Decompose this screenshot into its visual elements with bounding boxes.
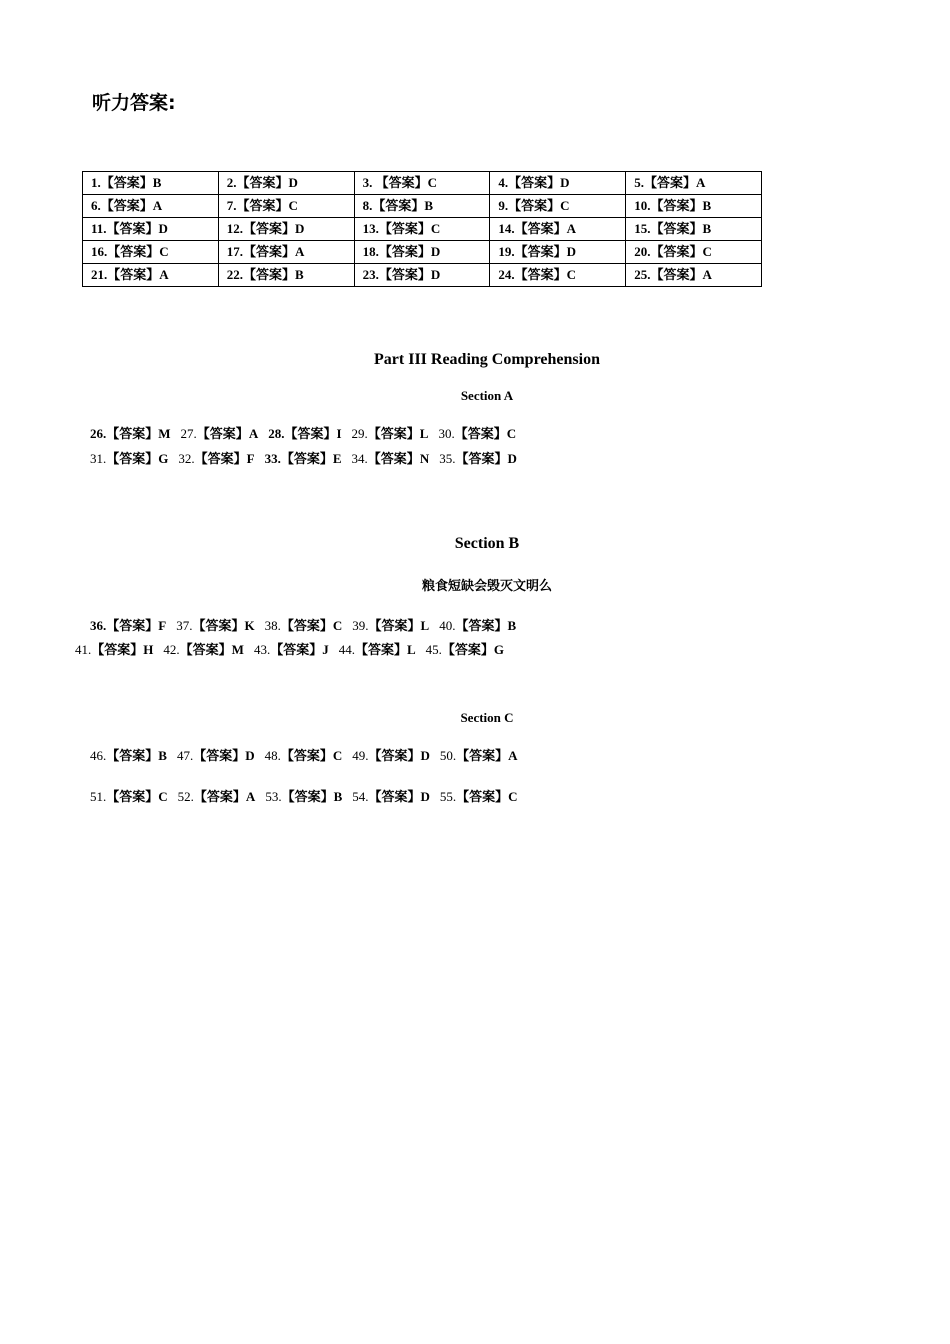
answer-number: 31. [90, 451, 107, 466]
answer-letter: C [508, 789, 518, 804]
answer-label: 【答案】 [280, 619, 333, 634]
answer-cell: 18.【答案】D [354, 241, 490, 264]
answer-label: 【答案】 [455, 452, 508, 467]
answer-item [439, 617, 516, 636]
answer-letter: B [333, 789, 343, 804]
answer-label: 【答案】 [106, 790, 159, 805]
answer-cell: 8.【答案】B [354, 195, 490, 218]
answer-label: 【答案】 [179, 643, 232, 658]
answer-cell: 4.【答案】D [490, 172, 626, 195]
answer-number: 32. [178, 451, 195, 466]
answer-cell: 17.【答案】A [218, 241, 354, 264]
answer-label: 【答案】 [193, 749, 246, 764]
answer-number: 40. [439, 618, 456, 633]
answer-cell: 9.【答案】C [490, 195, 626, 218]
part-title: Part III Reading Comprehension [374, 351, 600, 368]
answer-number: 28. [268, 426, 285, 441]
answer-letter: B [158, 748, 167, 763]
answer-cell: 24.【答案】C [490, 264, 626, 287]
answer-item [90, 617, 166, 636]
answer-number: 35. [439, 451, 456, 466]
answer-item [439, 450, 517, 469]
answer-cell: 15.【答案】B [626, 218, 762, 241]
answer-label: 【答案】 [368, 749, 421, 764]
answer-number: 34. [351, 451, 368, 466]
answer-label: 【答案】 [354, 643, 407, 658]
answer-letter: A [245, 789, 256, 804]
answer-label: 【答案】 [456, 749, 509, 764]
answer-number: 41. [75, 642, 92, 657]
answer-item [352, 747, 430, 766]
answer-item [90, 788, 168, 807]
answer-cell: 20.【答案】C [626, 241, 762, 264]
section-b-row-2 [75, 641, 514, 660]
page-title: 听力答案: [92, 92, 176, 114]
answer-cell: 1.【答案】B [83, 172, 219, 195]
answer-letter: I [336, 426, 342, 441]
answer-item [352, 450, 430, 469]
answer-number: 30. [438, 426, 455, 441]
answer-label: 【答案】 [368, 619, 421, 634]
answer-cell: 5.【答案】A [626, 172, 762, 195]
answer-cell: 21.【答案】A [83, 264, 219, 287]
answer-cell: 2.【答案】D [218, 172, 354, 195]
answer-label: 【答案】 [455, 619, 508, 634]
answer-letter: B [507, 618, 517, 633]
answer-letter: J [322, 642, 329, 657]
answer-label: 【答案】 [284, 427, 337, 442]
answer-cell: 13.【答案】C [354, 218, 490, 241]
answer-letter: G [493, 642, 505, 657]
answer-number: 43. [253, 642, 271, 657]
answer-label: 【答案】 [106, 427, 159, 442]
answer-label: 【答案】 [106, 452, 159, 467]
answer-label: 【答案】 [441, 643, 494, 658]
answer-item [254, 641, 329, 660]
answer-cell: 10.【答案】B [626, 195, 762, 218]
answer-item [352, 617, 429, 636]
answer-item [265, 617, 343, 636]
answer-item [438, 425, 516, 444]
answer-letter: C [506, 426, 517, 441]
answer-cell: 6.【答案】A [83, 195, 219, 218]
answer-letter: D [507, 451, 517, 466]
answer-item [178, 788, 256, 807]
answer-label: 【答案】 [106, 619, 159, 634]
answer-number: 33. [264, 451, 281, 466]
answer-label: 【答案】 [454, 427, 507, 442]
answer-item [90, 747, 167, 766]
answer-letter: C [332, 748, 343, 763]
answer-item [265, 747, 343, 766]
answer-item [265, 450, 342, 469]
answer-letter: A [248, 426, 259, 441]
answer-label: 【答案】 [367, 427, 420, 442]
section-a-title: Section A [460, 388, 514, 403]
answer-number: 48. [264, 748, 281, 763]
answer-number: 52. [177, 789, 194, 804]
answer-label: 【答案】 [194, 452, 247, 467]
answer-cell: 14.【答案】A [490, 218, 626, 241]
answer-letter: M [158, 426, 171, 441]
answer-item [181, 425, 259, 444]
answer-number: 36. [90, 618, 107, 633]
answer-letter: F [158, 618, 167, 633]
section-b-row-1 [90, 617, 526, 636]
answer-item [352, 788, 430, 807]
answer-number: 46. [90, 748, 107, 763]
section-c-row-2 [90, 788, 528, 807]
answer-letter: C [332, 618, 343, 633]
answer-item [440, 747, 518, 766]
answer-number: 38. [264, 618, 281, 633]
answer-number: 51. [90, 789, 107, 804]
answer-number: 47. [176, 748, 194, 763]
answer-item [90, 425, 171, 444]
answer-label: 【答案】 [193, 790, 246, 805]
answer-letter: D [420, 748, 430, 763]
answer-number: 44. [338, 642, 355, 657]
answer-cell: 3. 【答案】C [354, 172, 490, 195]
listening-answer-table [82, 171, 762, 287]
section-c-title: Section C [460, 710, 514, 725]
table-row [83, 172, 762, 195]
section-b-title: Section B [454, 535, 520, 552]
table-row [83, 241, 762, 264]
answer-number: 50. [439, 748, 457, 763]
answer-item [426, 641, 504, 660]
answer-letter: C [158, 789, 168, 804]
answer-cell: 11.【答案】D [83, 218, 219, 241]
answer-letter: A [508, 748, 518, 763]
answer-number: 49. [352, 748, 369, 763]
answer-letter: L [406, 642, 416, 657]
answer-label: 【答案】 [280, 452, 333, 467]
answer-number: 37. [176, 618, 193, 633]
answer-number: 54. [352, 789, 369, 804]
table-row [83, 195, 762, 218]
answer-item [75, 641, 153, 660]
answer-letter: E [332, 451, 342, 466]
answer-item [440, 788, 518, 807]
answer-label: 【答案】 [456, 790, 509, 805]
answer-cell: 25.【答案】A [626, 264, 762, 287]
answer-item [176, 617, 254, 636]
answer-number: 27. [180, 426, 197, 441]
answer-number: 55. [439, 789, 457, 804]
answer-label: 【答案】 [368, 790, 421, 805]
answer-label: 【答案】 [196, 427, 249, 442]
answer-item [178, 450, 254, 469]
answer-cell: 23.【答案】D [354, 264, 490, 287]
answer-letter: L [419, 426, 429, 441]
answer-cell: 16.【答案】C [83, 241, 219, 264]
answer-item [265, 788, 342, 807]
answer-letter: D [245, 748, 255, 763]
answer-letter: L [420, 618, 430, 633]
section-a-row-2 [90, 450, 527, 469]
answer-item [352, 425, 429, 444]
answer-number: 26. [90, 426, 107, 441]
answer-number: 53. [265, 789, 282, 804]
answer-label: 【答案】 [270, 643, 323, 658]
section-a-row-1 [90, 425, 526, 444]
answer-label: 【答案】 [106, 749, 159, 764]
answer-cell: 12.【答案】D [218, 218, 354, 241]
answer-item [90, 450, 168, 469]
answer-letter: M [231, 642, 244, 657]
answer-item [339, 641, 416, 660]
answer-cell: 19.【答案】D [490, 241, 626, 264]
answer-cell: 22.【答案】B [218, 264, 354, 287]
answer-label: 【答案】 [281, 790, 334, 805]
answer-item [163, 641, 244, 660]
answer-label: 【答案】 [91, 643, 144, 658]
answer-label: 【答案】 [367, 452, 420, 467]
answer-letter: K [244, 618, 255, 633]
answer-letter: G [158, 451, 169, 466]
section-c-row-1 [90, 747, 528, 766]
answer-label: 【答案】 [192, 619, 245, 634]
table-row [83, 218, 762, 241]
answer-cell: 7.【答案】C [218, 195, 354, 218]
answer-number: 29. [351, 426, 368, 441]
answer-item [177, 747, 255, 766]
answer-letter: N [419, 451, 430, 466]
answer-letter: F [246, 451, 255, 466]
section-b-subtitle: 粮食短缺会毁灭文明么 [421, 579, 552, 594]
answer-number: 45. [425, 642, 442, 657]
answer-label: 【答案】 [280, 749, 333, 764]
answer-item [268, 425, 341, 444]
answer-number: 42. [163, 642, 180, 657]
answer-number: 39. [352, 618, 369, 633]
answer-letter: H [143, 642, 154, 657]
answer-letter: D [420, 789, 430, 804]
table-row [83, 264, 762, 287]
